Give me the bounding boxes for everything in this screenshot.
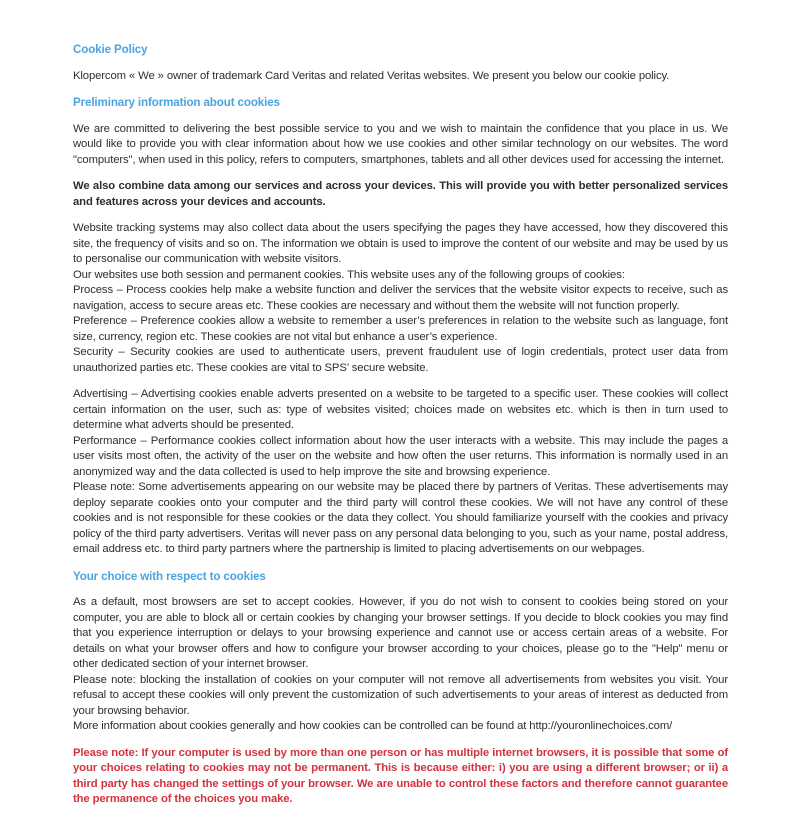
section-heading-cookie-policy: Cookie Policy bbox=[73, 43, 148, 56]
paragraph: We are committed to delivering the best possible service to you and we wish to maintain the confidence that you place in us. We would like to provide you with clear information about how we use cookies and other similar technology on our websites. The word "computers", when used in this policy, refers to computers, smartphones, tablets and all other devices used for accessing the internet. bbox=[73, 122, 728, 166]
section-heading-preliminary-information: Preliminary information about cookies bbox=[73, 96, 280, 109]
paragraph: Advertising – Advertising cookies enable adverts presented on a website to be targeted to a specific user. These cookies will collect certain information on the user, such as: type of websites visited; choices made on websites etc. which is then in turn used to determine what adverts should be presented. bbox=[73, 388, 728, 431]
paragraph: More information about cookies generally and how cookies can be controlled can be found at http://youronlinechoices.com/ bbox=[73, 720, 673, 732]
paragraph: We also combine data among our services and across your devices. This will provide you with better personalized services and features across your devices and accounts. bbox=[73, 180, 728, 208]
paragraph: Our websites use both session and permanent cookies. This website uses any of the following groups of cookies: bbox=[73, 268, 625, 281]
paragraph: Please note: blocking the installation of cookies on your computer will not remove all advertisements from websites you visit. Your refusal to accept these cookies will only prevent the customization of such advertisements to your areas of interest as deducted from your browsing behavior. bbox=[73, 673, 728, 717]
paragraph: Performance – Performance cookies collect information about how the user interacts with a website. This may include the pages a user visits most often, the activity of the user on the website and how often the user returns. This information is normally used in an anonymized way and the data collected is used to help improve the site and browsing experience. bbox=[73, 434, 728, 478]
paragraph: Klopercom « We » owner of trademark Card Veritas and related Veritas websites. We present you below our cookie policy. bbox=[73, 69, 670, 82]
section-heading-your-choice: Your choice with respect to cookies bbox=[73, 569, 266, 583]
paragraph: Security – Security cookies are used to authenticate users, prevent fraudulent use of login credentials, protect user data from unauthorized parties etc. These cookies are vital to SPS’ secure website. bbox=[73, 346, 728, 374]
paragraph: Website tracking systems may also collect data about the users specifying the pages they have accessed, how they discovered this site, the frequency of visits and so on. The information we obtain is used to improve the content of our website and may be used by us to personalise our communication with website visitors. bbox=[73, 222, 728, 265]
paragraph: Preference – Preference cookies allow a website to remember a user’s preferences in relation to the website such as language, font size, currency, region etc. These cookies are not vital but enhance a user’s experience. bbox=[73, 315, 728, 343]
paragraph: Please note: Some advertisements appearing on our website may be placed there by partners of Veritas. These advertisements may deploy separate cookies onto your computer and the third party will control these cookies. We will not have any control of these cookies and is not responsible for these cookies or the data they collect. You should familiarize yourself with the cookies and privacy policy of the third party advertisers. Veritas will never pass on any personal data belonging to you, such as your name, postal address, email address etc. to third party partners where the partnership is limited to placing advertisements on our webpages. bbox=[73, 481, 728, 555]
paragraph: As a default, most browsers are set to accept cookies. However, if you do not wish to consent to cookies being stored on your computer, you are able to block all or certain cookies by changing your browser settings. If you decide to block cookies you may find that you experience interruption or delays to your browsing experience and cannot use or access certain areas of a website. For details on what your browser offers and how to configure your browser according to your choices, please go to the "Help" menu or other dedicated section of your internet browser. bbox=[73, 596, 728, 670]
paragraph: Process – Process cookies help make a website function and deliver the services that the website visitor expects to receive, such as navigation, access to secure areas etc. These cookies are necessary and without them the website will not function properly. bbox=[73, 284, 728, 312]
warning-paragraph: Please note: If your computer is used by more than one person or has multiple internet browsers, it is possible that some of your choices relating to cookies may not be permanent. This is because either: i) you are using a different browser; or ii) a third party has changed the settings of your browser. We are unable to control these factors and therefore cannot guarantee the permanence of the choices you make. bbox=[73, 746, 728, 805]
